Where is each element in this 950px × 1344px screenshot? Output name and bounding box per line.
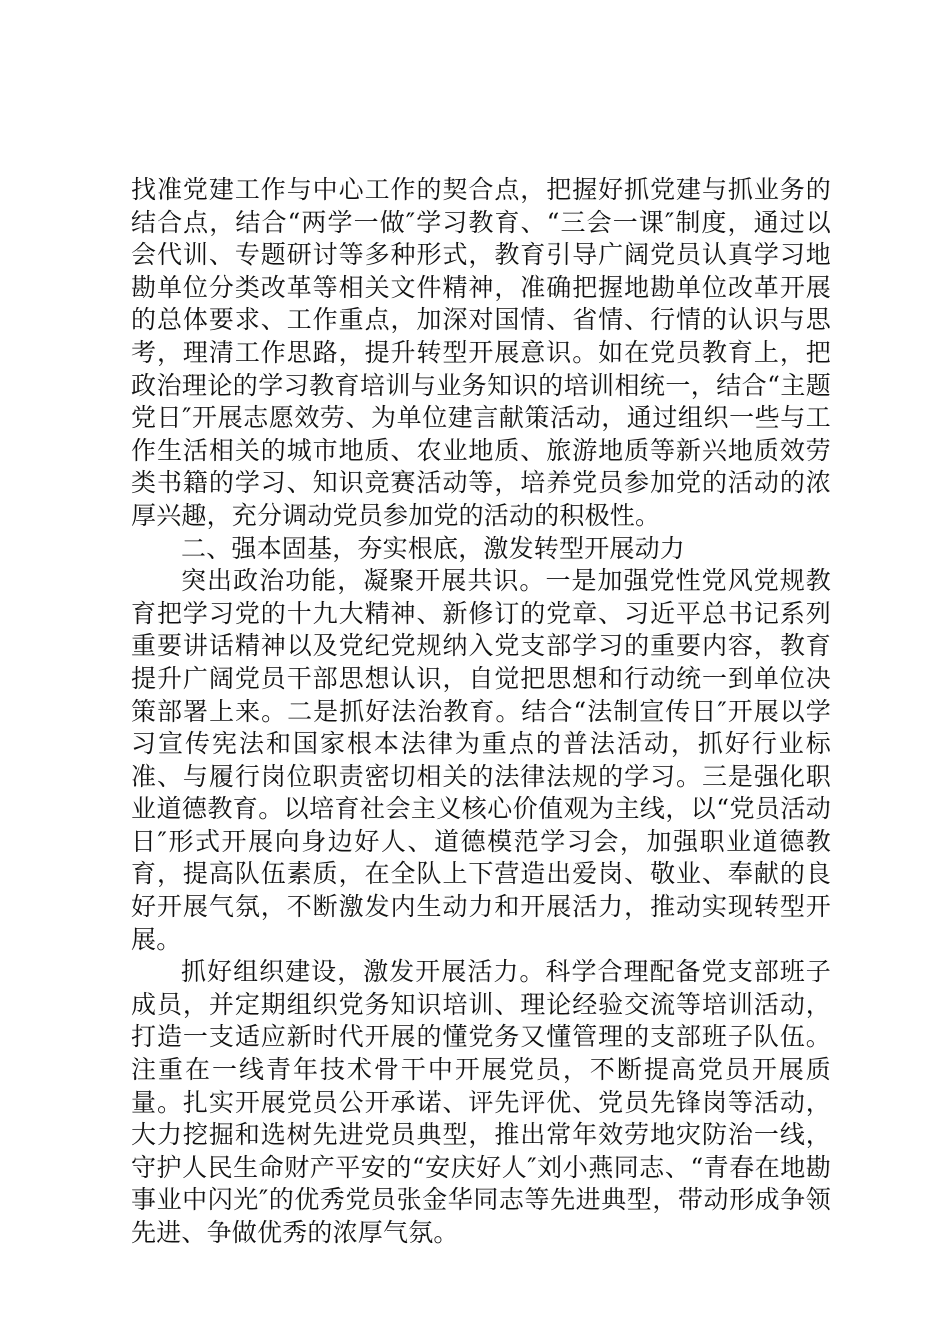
paragraph-4: 抓好组织建设，激发开展活力。科学合理配备党支部班子成员，并定期组织党务知识培训、理论经验交流等培训活动，打造一支适应新时代开展的懂党务又懂管理的支部班子队伍。注重在一线青年技术骨干中开展党员，不断提高党员开展质量。扎实开展党员公开承诺、评先评优、党员先锋岗等活动，大力挖掘和选树先进党员典型，推出常年效劳地灾防治一线，守护人民生命财产平安的“安庆好人″刘小燕同志、“青春在地勘事业中闪光″的优秀党员张金华同志等先进典型，带动形成争领先进、争做优秀的浓厚气氛。 (131, 957, 831, 1247)
section-heading-2: 二、强本固基，夯实根底，激发转型开展动力 (181, 533, 686, 563)
document-body (131, 174, 831, 1250)
paragraph-3: 突出政治功能，凝聚开展共识。一是加强党性党风党规教育把学习党的十九大精神、新修订的党章、习近平总书记系列重要讲话精神以及党纪党规纳入党支部学习的重要内容，教育提升广阔党员干部思想认识，自觉把思想和行动统一到单位决策部署上来。二是抓好法治教育。结合“法制宣传日″开展以学习宣传宪法和国家根本法律为重点的普法活动，抓好行业标准、与履行岗位职责密切相关的法律法规的学习。三是强化职业道德教育。以培育社会主义核心价值观为主线，以“党员活动日″形式开展向身边好人、道德模范学习会，加强职业道德教育，提高队伍素质，在全队上下营造出爱岗、敬业、奉献的良好开展气氛，不断激发内生动力和开展活力，推动实现转型开展。 (131, 566, 831, 954)
paragraph-1: 找准党建工作与中心工作的契合点，把握好抓党建与抓业务的结合点，结合“两学一做″学习教育、“三会一课″制度，通过以会代训、专题研讨等多种形式，教育引导广阔党员认真学习地勘单位分类改革等相关文件精神，准确把握地勘单位改革开展的总体要求、工作重点，加深对国情、省情、行情的认识与思考，理清工作思路，提升转型开展意识。如在党员教育上，把政治理论的学习教育培训与业务知识的培训相统一，结合“主题党日″开展志愿效劳、为单位建言献策活动，通过组织一些与工作生活相关的城市地质、农业地质、旅游地质等新兴地质效劳类书籍的学习、知识竞赛活动等，培养党员参加党的活动的浓厚兴趣，充分调动党员参加党的活动的积极性。 (131, 175, 831, 530)
